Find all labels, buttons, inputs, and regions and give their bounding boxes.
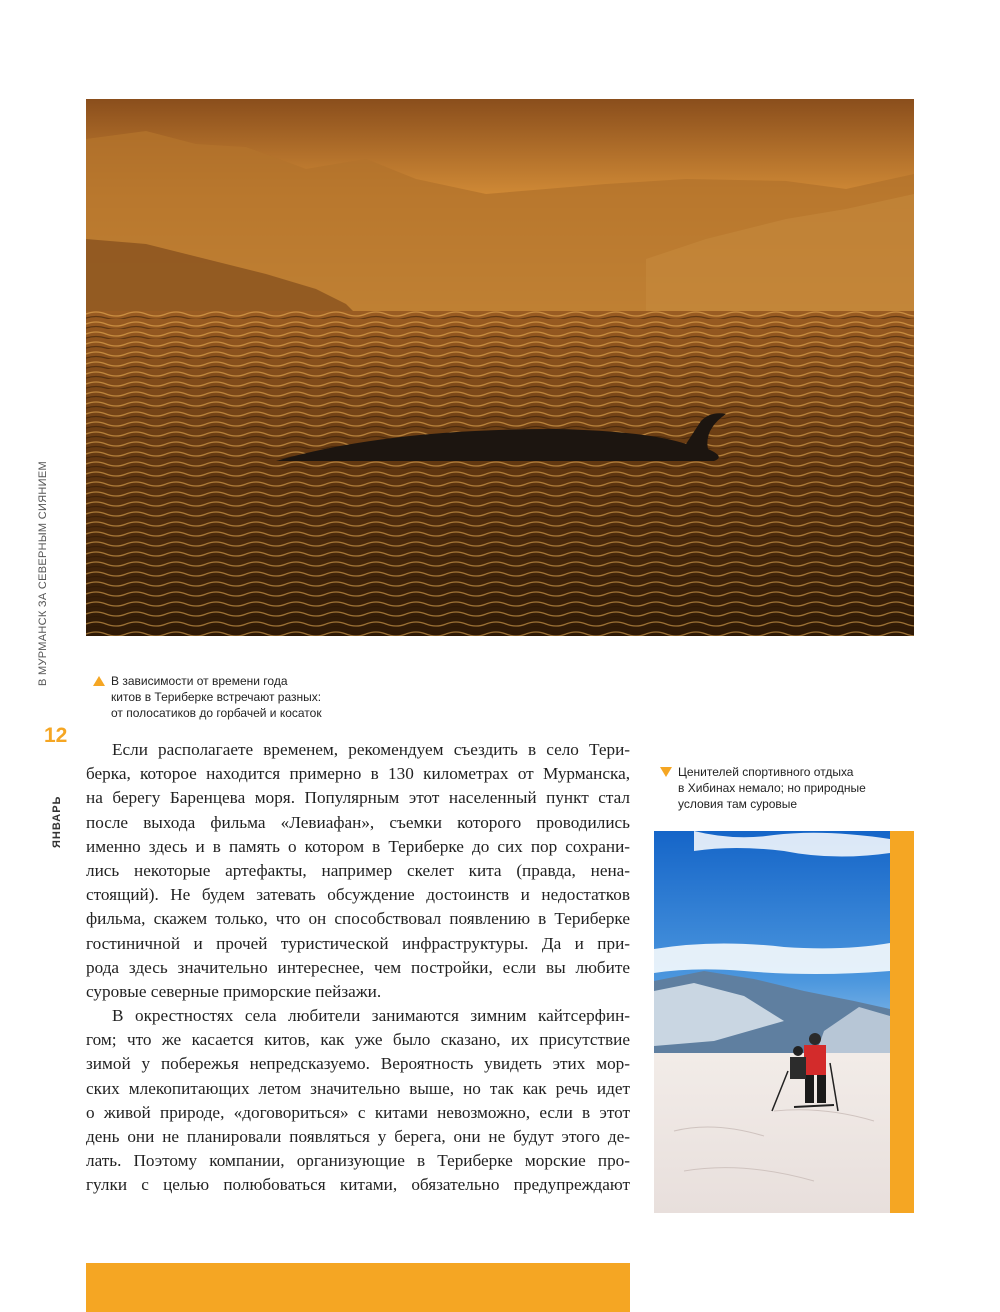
article-line: день они не планировали появляться у берега, они не будут этого де- (86, 1127, 630, 1146)
article-line: стоящий). Не будем затевать обсуждение достоинств и недостатков (86, 885, 630, 905)
section-month: ЯНВАРЬ (51, 795, 63, 848)
article-line: суровые северные приморские пейзажи. (86, 981, 382, 1001)
article-line: берка, которое находится примерно в 130 километрах от Мурманска, (86, 764, 630, 784)
article-line: зимой у побережья непредсказуемо. Вероятность увидеть этих мор- (86, 1054, 630, 1074)
article-line: гостиничной и прочей туристической инфраструктуры. Да и при- (86, 933, 630, 953)
ski-photo-caption (678, 764, 866, 812)
article-line: лать. Поэтому компании, организующие в Териберке морские про- (86, 1151, 630, 1171)
article-line: Если располагаете временем, рекомендуем съездить в село Тери- (112, 740, 630, 759)
triangle-down-icon (660, 767, 672, 777)
ski-photo (654, 831, 890, 1213)
caption-line: Ценителей спортивного отдыха (678, 765, 854, 779)
article-line: на берегу Баренцева моря. Популярным этот населенный пункт стал (86, 788, 630, 808)
caption-line: от полосатиков до горбачей и косаток (111, 706, 322, 720)
article-line: гулки с целью полюбоваться китами, обязательно предупреждают (86, 1175, 630, 1195)
article-line: фильма, скажем только, что он способствовал появлению в Териберке (86, 909, 630, 929)
caption-line: китов в Териберке встречают разных: (111, 690, 322, 704)
running-title: В МУРМАНСК ЗА СЕВЕРНЫМ СИЯНИЕМ (37, 461, 49, 686)
article-body (86, 738, 630, 1198)
article-line: о живой природе, «договориться» с китами невозможно, если в этот (86, 1102, 630, 1122)
caption-line: условия там суровые (678, 797, 798, 811)
article-line: лись некоторые артефакты, например скелет кита (правда, нена- (86, 860, 630, 880)
article-line: гом; что же касается китов, как уже было сказано, их присутствие (86, 1030, 630, 1050)
caption-line: в Хибинах немало; но природные (678, 781, 866, 795)
article-line: после выхода фильма «Левиафан», съемки которого проводились (86, 812, 630, 832)
caption-line: В зависимости от времени года (111, 674, 288, 688)
whale-photo-caption (111, 673, 322, 721)
article-line: ских млекопитающих летом значительно выше, но так как речь идет (86, 1078, 630, 1098)
page-number: 12 (44, 724, 68, 747)
article-line: В окрестностях села любители занимаются зимним кайтсерфин- (112, 1006, 630, 1026)
whale-photo (86, 99, 914, 636)
triangle-up-icon (93, 676, 105, 686)
article-line: рода здесь значительно интереснее, чем постройки, если вы любите (86, 957, 630, 977)
article-line: именно здесь и в память о котором в Териберке до сих пор сохрани- (86, 836, 630, 856)
accent-strip (890, 831, 914, 1213)
accent-bar (86, 1263, 630, 1312)
